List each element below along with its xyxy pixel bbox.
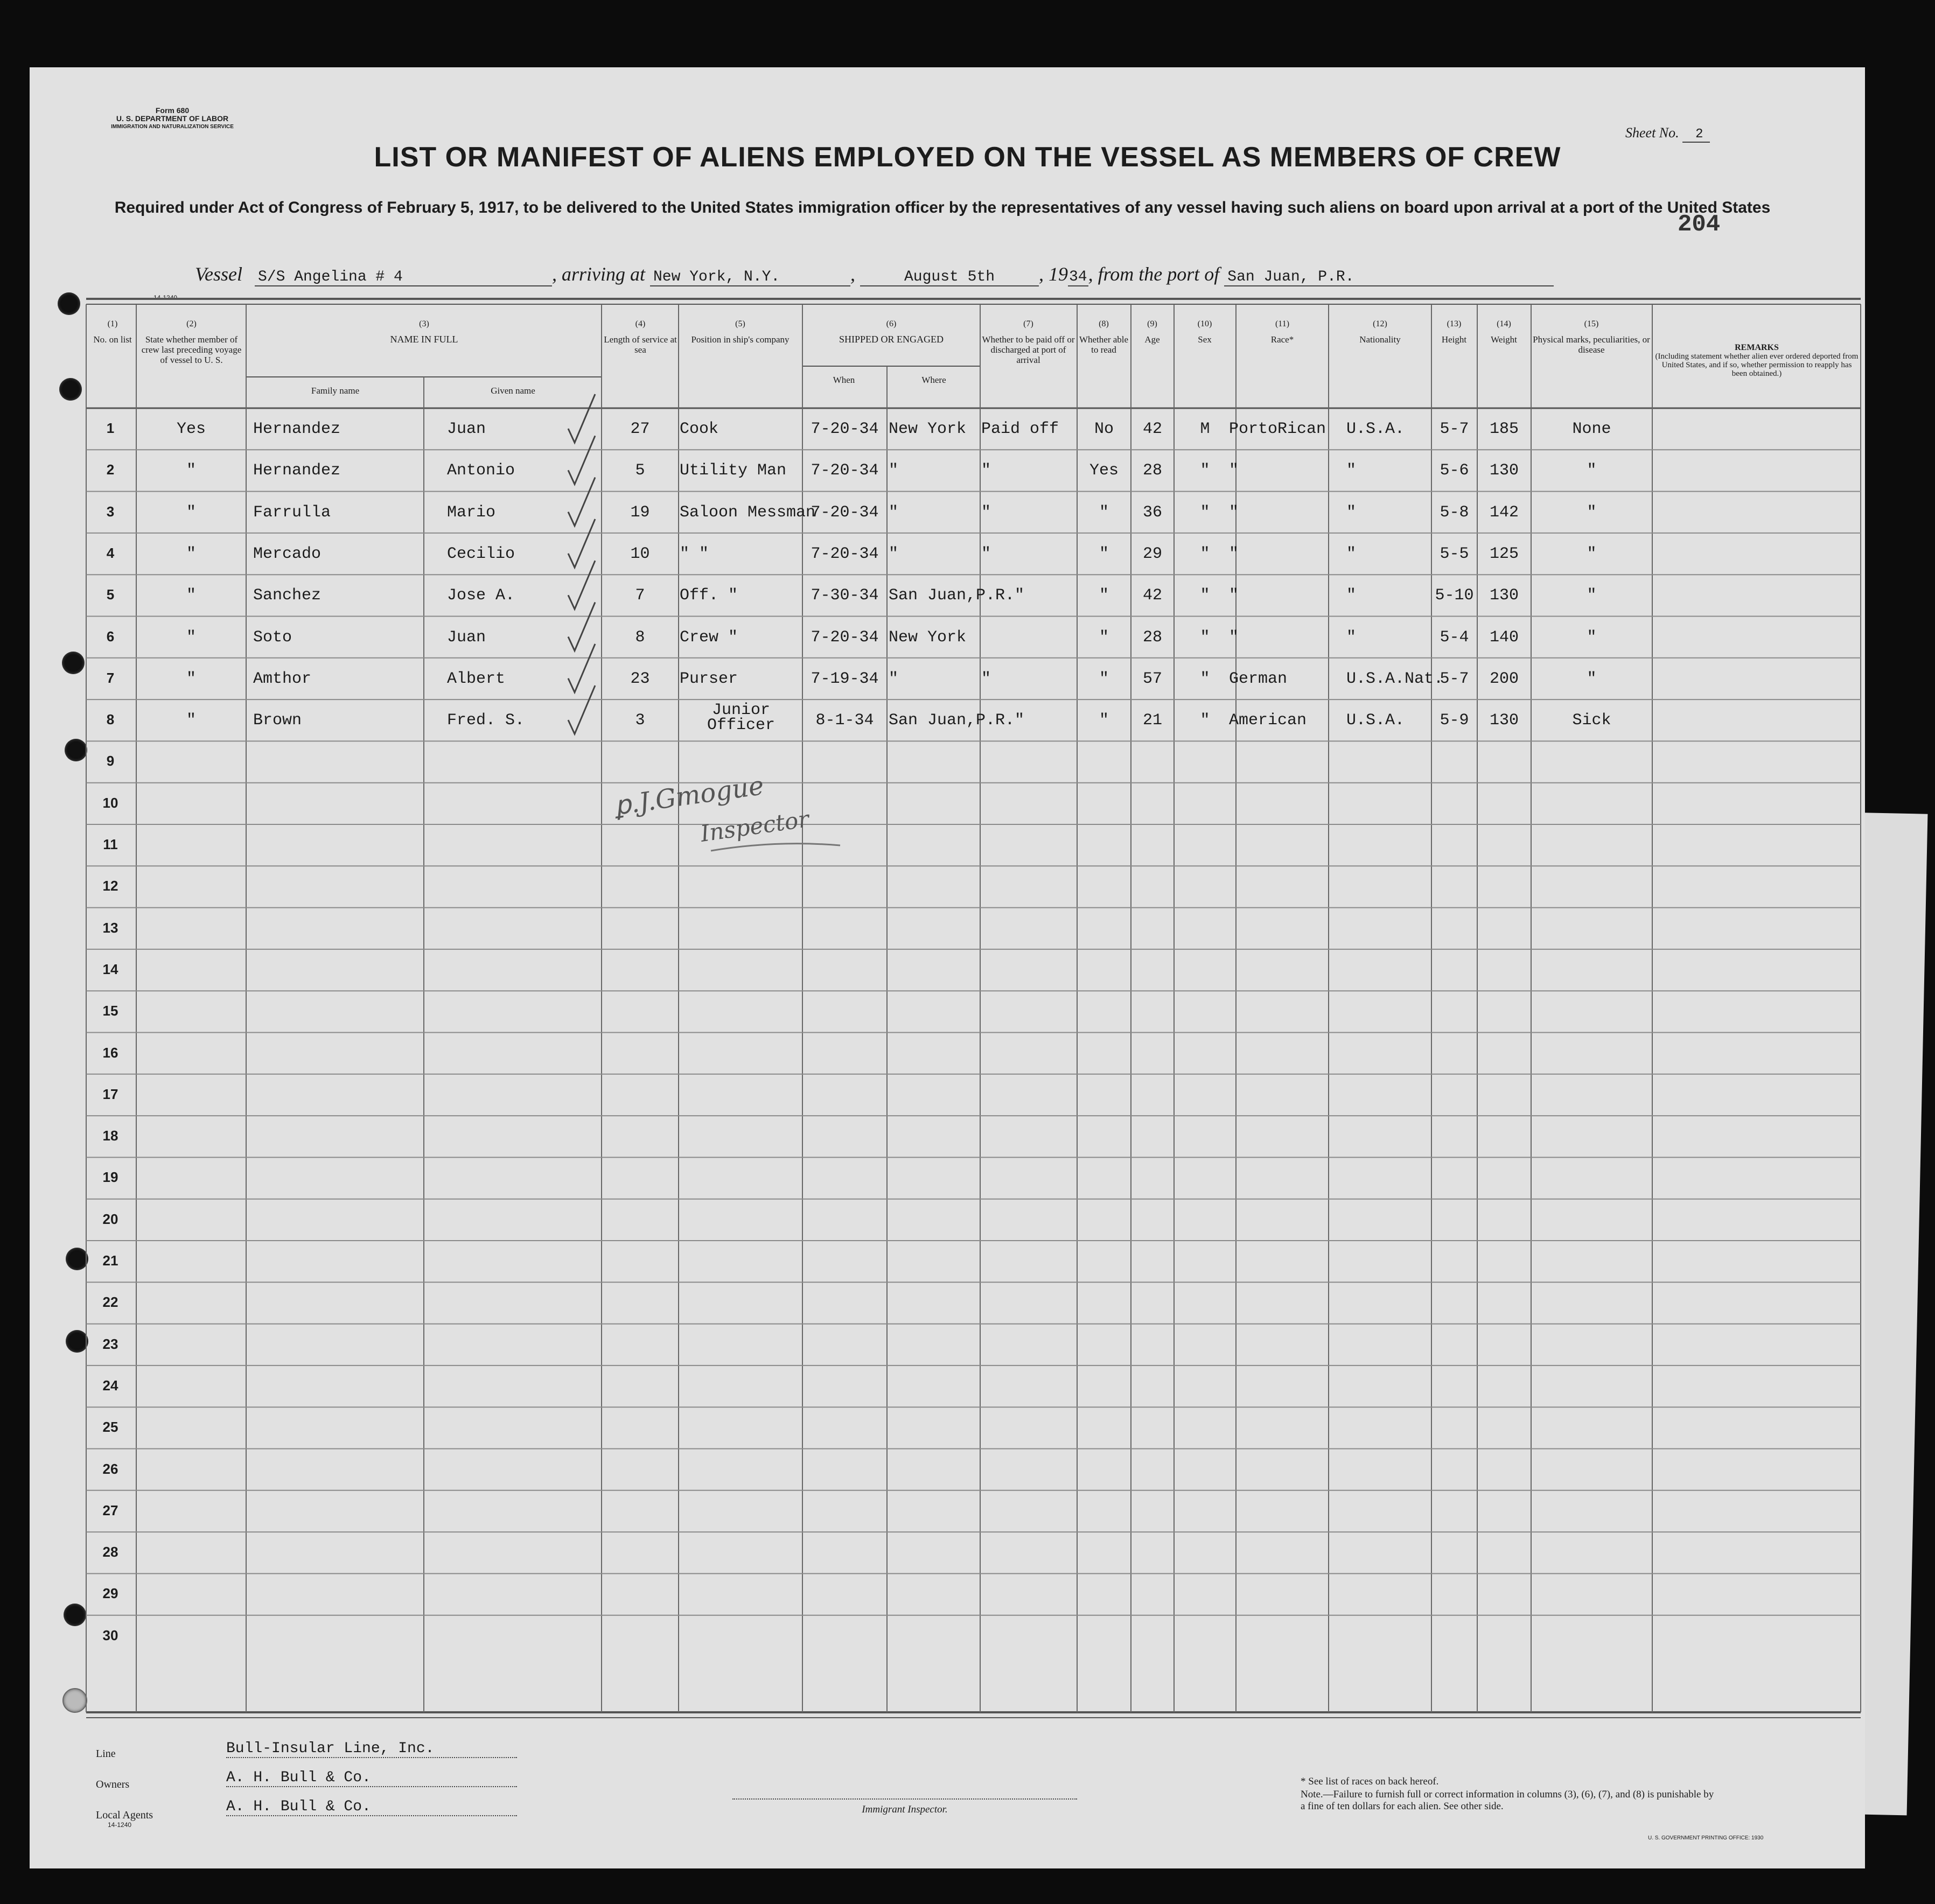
crew-when-cell: 7-20-34 bbox=[811, 420, 879, 438]
crew-sex-cell: " bbox=[1200, 711, 1210, 730]
crew-when-cell: 7-19-34 bbox=[811, 669, 879, 688]
crew-position-cell: Cook bbox=[680, 420, 719, 438]
crew-member-cell: " bbox=[186, 586, 196, 605]
crew-read-cell: " bbox=[1099, 544, 1109, 563]
row-number: 13 bbox=[102, 919, 118, 936]
row-number: 22 bbox=[102, 1294, 118, 1311]
crew-member-cell: " bbox=[186, 711, 196, 730]
crew-marks-cell: " bbox=[1587, 669, 1597, 688]
crew-age-cell: 42 bbox=[1142, 420, 1162, 438]
col-4-label: Length of service at sea bbox=[604, 334, 677, 355]
col-1-number: (1) bbox=[107, 319, 118, 328]
crew-paid-cell: " bbox=[981, 461, 991, 480]
crew-nationality-cell: U.S.A.Nat. bbox=[1346, 669, 1444, 688]
crew-weight-cell: 140 bbox=[1489, 628, 1519, 647]
row-number: 14 bbox=[102, 961, 118, 977]
agents-label: Local Agents bbox=[96, 1809, 153, 1821]
crew-family-cell: Farrulla bbox=[253, 503, 331, 522]
line-label: Line bbox=[96, 1748, 116, 1760]
crew-given-cell: Juan bbox=[447, 628, 486, 647]
departure-port: San Juan, P.R. bbox=[1224, 269, 1554, 286]
crew-height-cell: 5-9 bbox=[1440, 711, 1469, 730]
row-number: 1 bbox=[106, 420, 115, 436]
col-15-label: Physical marks, peculiarities, or disease bbox=[1533, 334, 1650, 355]
crew-sex-cell: M bbox=[1200, 420, 1210, 438]
crew-race-cell: " bbox=[1229, 503, 1239, 522]
form-identifier bbox=[86, 107, 259, 131]
crew-paid-cell: Paid off bbox=[981, 420, 1059, 438]
col-15-header bbox=[1532, 319, 1651, 355]
crew-weight-cell: 130 bbox=[1489, 586, 1519, 605]
binder-hole bbox=[66, 1248, 88, 1270]
form-number: Form 680 bbox=[155, 106, 190, 115]
crew-race-cell: American bbox=[1229, 711, 1307, 730]
crew-where-cell: New York bbox=[889, 628, 967, 647]
row-number: 28 bbox=[102, 1544, 118, 1560]
crew-height-cell: 5-7 bbox=[1440, 420, 1469, 438]
row-number: 25 bbox=[102, 1419, 118, 1436]
vessel-label: Vessel bbox=[195, 263, 242, 285]
col-10-label: Sex bbox=[1198, 334, 1212, 345]
crew-where-cell: " bbox=[889, 503, 899, 522]
crew-when-cell: 7-20-34 bbox=[811, 628, 879, 647]
owners-label: Owners bbox=[96, 1779, 130, 1790]
crew-nationality-cell: " bbox=[1346, 503, 1357, 522]
col-5-label: Position in ship's company bbox=[691, 334, 790, 345]
row-number: 6 bbox=[106, 628, 115, 645]
col-4-header bbox=[603, 319, 677, 355]
crew-race-cell: " bbox=[1229, 586, 1239, 605]
row-number: 30 bbox=[102, 1627, 118, 1643]
col-3-number: (3) bbox=[419, 319, 429, 328]
crew-read-cell: Yes bbox=[1089, 461, 1119, 480]
crew-read-cell: " bbox=[1099, 669, 1109, 688]
col-2-number: (2) bbox=[186, 319, 197, 328]
crew-marks-cell: None bbox=[1572, 420, 1611, 438]
crew-race-cell: " bbox=[1229, 461, 1239, 480]
footer-line-row bbox=[96, 1748, 116, 1760]
col-9-number: (9) bbox=[1147, 319, 1157, 328]
crew-given-cell: Mario bbox=[447, 503, 496, 522]
crew-height-cell: 5-7 bbox=[1440, 669, 1469, 688]
row-number: 27 bbox=[102, 1502, 118, 1518]
remarks-label: REMARKS bbox=[1735, 343, 1779, 352]
crew-read-cell: " bbox=[1099, 503, 1109, 522]
crew-sex-cell: " bbox=[1200, 503, 1210, 522]
crew-marks-cell: Sick bbox=[1572, 711, 1611, 730]
row-number: 2 bbox=[106, 461, 115, 478]
row-number: 24 bbox=[102, 1377, 118, 1394]
col-2-header bbox=[139, 319, 244, 365]
col-6-label: SHIPPED OR ENGAGED bbox=[839, 334, 944, 345]
col-6-where-subheader: Where bbox=[921, 375, 946, 385]
col-2-label: State whether member of crew last preceding voyage of vessel to U. S. bbox=[141, 334, 242, 365]
col-14-label: Weight bbox=[1491, 334, 1517, 345]
col-6-header bbox=[804, 319, 979, 345]
crew-race-cell: PortoRican bbox=[1229, 420, 1326, 438]
crew-where-cell: San Juan,P.R." bbox=[889, 586, 1025, 605]
crew-service-cell: 19 bbox=[630, 503, 650, 522]
arriving-label: , arriving at bbox=[551, 263, 645, 285]
penalty-note: Note.—Failure to furnish full or correct information in columns (3), (6), (7), and (8) is punishable by a fine of ten dollars for each alien. See other side. bbox=[1301, 1789, 1714, 1812]
crew-when-cell: 7-20-34 bbox=[811, 461, 879, 480]
crew-read-cell: " bbox=[1099, 711, 1109, 730]
crew-paid-cell: " bbox=[981, 544, 991, 563]
vessel-name: S/S Angelina # 4 bbox=[255, 269, 552, 286]
crew-service-cell: 10 bbox=[630, 544, 650, 563]
line-value: Bull-Insular Line, Inc. bbox=[226, 1740, 517, 1758]
form-code: 14-1240 bbox=[153, 294, 178, 302]
col-12-header bbox=[1330, 319, 1430, 345]
col-3-label: NAME IN FULL bbox=[390, 334, 458, 345]
crew-position-cell: Junior Officer bbox=[707, 701, 776, 735]
crew-paid-cell: " bbox=[981, 669, 991, 688]
binder-hole bbox=[64, 1604, 86, 1626]
crew-position-cell: Saloon Messman bbox=[680, 503, 816, 522]
crew-position-cell: Utility Man bbox=[680, 461, 787, 480]
binder-hole bbox=[58, 292, 80, 315]
crew-age-cell: 57 bbox=[1142, 669, 1162, 688]
crew-member-cell: " bbox=[186, 461, 196, 480]
crew-family-cell: Sanchez bbox=[253, 586, 322, 605]
col-11-header bbox=[1237, 319, 1328, 345]
col-9-header bbox=[1132, 319, 1172, 345]
col-8-header bbox=[1078, 319, 1129, 355]
row-number: 12 bbox=[102, 878, 118, 894]
sheet-number bbox=[1625, 125, 1710, 142]
crew-age-cell: 42 bbox=[1142, 586, 1162, 605]
crew-sex-cell: " bbox=[1200, 586, 1210, 605]
col-15-number: (15) bbox=[1584, 319, 1599, 328]
crew-service-cell: 3 bbox=[635, 711, 645, 730]
col-3-header bbox=[248, 319, 600, 345]
crew-marks-cell: " bbox=[1587, 461, 1597, 480]
col-5-header bbox=[680, 319, 801, 345]
crew-sex-cell: " bbox=[1200, 461, 1210, 480]
year-prefix: 19 bbox=[1049, 263, 1068, 285]
crew-weight-cell: 200 bbox=[1489, 669, 1519, 688]
crew-given-cell: Albert bbox=[447, 669, 506, 688]
row-number: 3 bbox=[106, 503, 115, 520]
crew-height-cell: 5-5 bbox=[1440, 544, 1469, 563]
col-3-family-subheader: Family name bbox=[311, 386, 360, 396]
crew-family-cell: Soto bbox=[253, 628, 292, 647]
crew-nationality-cell: " bbox=[1346, 461, 1357, 480]
binder-hole bbox=[66, 1330, 88, 1353]
crew-age-cell: 28 bbox=[1142, 461, 1162, 480]
printing-office: U. S. GOVERNMENT PRINTING OFFICE: 1930 bbox=[1648, 1835, 1764, 1841]
crew-given-cell: Cecilio bbox=[447, 544, 515, 563]
crew-age-cell: 21 bbox=[1142, 711, 1162, 730]
crew-paid-cell: " bbox=[981, 503, 991, 522]
crew-nationality-cell: U.S.A. bbox=[1346, 420, 1405, 438]
vessel-line: Vessel S/S Angelina # 4 , arriving at New York, N.Y. , August 5th , 1934, from the port of San Juan, P.R. bbox=[195, 263, 1554, 286]
race-note: * See list of races on back hereof. bbox=[1301, 1776, 1439, 1787]
crew-position-cell: Purser bbox=[680, 669, 738, 688]
crew-when-cell: 8-1-34 bbox=[815, 711, 874, 730]
col-14-header bbox=[1478, 319, 1529, 345]
page-stamp-number: 204 bbox=[1678, 211, 1721, 238]
crew-when-cell: 7-20-34 bbox=[811, 503, 879, 522]
remarks-header bbox=[1654, 344, 1859, 378]
agents-value: A. H. Bull & Co. bbox=[226, 1798, 517, 1816]
row-number: 11 bbox=[103, 836, 118, 852]
crew-height-cell: 5-8 bbox=[1440, 503, 1469, 522]
crew-nationality-cell: " bbox=[1346, 586, 1357, 605]
row-number: 9 bbox=[106, 753, 115, 769]
row-number: 21 bbox=[102, 1252, 118, 1269]
col-12-label: Nationality bbox=[1359, 334, 1401, 345]
crew-race-cell: " bbox=[1229, 544, 1239, 563]
crew-position-cell: Off. " bbox=[680, 586, 738, 605]
crew-where-cell: " bbox=[889, 461, 899, 480]
col-8-label: Whether able to read bbox=[1079, 334, 1129, 355]
col-11-number: (11) bbox=[1275, 319, 1290, 328]
sheet-number-value: 2 bbox=[1682, 127, 1709, 143]
col-5-number: (5) bbox=[735, 319, 745, 328]
crew-service-cell: 23 bbox=[630, 669, 650, 688]
crew-height-cell: 5-6 bbox=[1440, 461, 1469, 480]
owners-value: A. H. Bull & Co. bbox=[226, 1769, 517, 1787]
binder-hole bbox=[59, 378, 82, 401]
row-number: 5 bbox=[106, 586, 115, 603]
row-number: 17 bbox=[102, 1086, 118, 1102]
col-1-label: No. on list bbox=[93, 334, 132, 345]
row-number: 4 bbox=[106, 544, 115, 561]
col-12-number: (12) bbox=[1373, 319, 1387, 328]
crew-sex-cell: " bbox=[1200, 628, 1210, 647]
crew-member-cell: Yes bbox=[176, 420, 206, 438]
binder-hole bbox=[62, 652, 85, 674]
row-number: 26 bbox=[102, 1460, 118, 1477]
crew-member-cell: " bbox=[186, 628, 196, 647]
inspector-signature: ꝑ.J.Gmogue bbox=[612, 770, 766, 822]
crew-service-cell: 8 bbox=[635, 628, 645, 647]
crew-read-cell: " bbox=[1099, 586, 1109, 605]
form-code-footer: 14-1240 bbox=[108, 1821, 132, 1829]
crew-weight-cell: 185 bbox=[1489, 420, 1519, 438]
crew-age-cell: 36 bbox=[1142, 503, 1162, 522]
crew-read-cell: No bbox=[1094, 420, 1114, 438]
row-number: 15 bbox=[102, 1003, 118, 1019]
col-7-header bbox=[981, 319, 1075, 365]
crew-service-cell: 7 bbox=[635, 586, 645, 605]
crew-when-cell: 7-20-34 bbox=[811, 544, 879, 563]
crew-family-cell: Hernandez bbox=[253, 461, 341, 480]
row-number: 16 bbox=[102, 1044, 118, 1061]
row-number: 29 bbox=[102, 1585, 118, 1602]
crew-age-cell: 29 bbox=[1142, 544, 1162, 563]
crew-weight-cell: 142 bbox=[1489, 503, 1519, 522]
row-number: 7 bbox=[106, 669, 115, 686]
crew-given-cell: Jose A. bbox=[447, 586, 515, 605]
inspector-signature-line bbox=[732, 1798, 1077, 1800]
crew-family-cell: Brown bbox=[253, 711, 302, 730]
col-7-number: (7) bbox=[1023, 319, 1033, 328]
crew-height-cell: 5-4 bbox=[1440, 628, 1469, 647]
arrival-year: 34 bbox=[1069, 269, 1087, 285]
row-number: 23 bbox=[102, 1335, 118, 1352]
col-10-header bbox=[1175, 319, 1234, 345]
manifest-title: LIST OR MANIFEST OF ALIENS EMPLOYED ON THE VESSEL AS MEMBERS OF CREW bbox=[374, 142, 1561, 173]
crew-position-cell: Crew " bbox=[680, 628, 738, 647]
crew-family-cell: Hernandez bbox=[253, 420, 341, 438]
col-1-header bbox=[89, 319, 136, 345]
row-number: 19 bbox=[102, 1169, 118, 1186]
department-name: U. S. DEPARTMENT OF LABOR bbox=[116, 114, 229, 123]
crew-position-cell: " " bbox=[680, 544, 709, 563]
col-13-header bbox=[1433, 319, 1476, 345]
crew-where-cell: New York bbox=[889, 420, 967, 438]
crew-when-cell: 7-30-34 bbox=[811, 586, 879, 605]
crew-nationality-cell: " bbox=[1346, 628, 1357, 647]
crew-race-cell: " bbox=[1229, 628, 1239, 647]
crew-race-cell: German bbox=[1229, 669, 1288, 688]
row-number: 20 bbox=[102, 1210, 118, 1227]
crew-marks-cell: " bbox=[1587, 628, 1597, 647]
manifest-subtitle: Required under Act of Congress of February 5, 1917, to be delivered to the United States immigration officer by the representatives of any vessel having such aliens on board upon arrival at a port of the United States bbox=[114, 199, 1771, 216]
crew-weight-cell: 130 bbox=[1489, 461, 1519, 480]
from-port-label: , from the port of bbox=[1088, 263, 1220, 285]
col-14-number: (14) bbox=[1497, 319, 1511, 328]
inspector-signature-title: Inspector bbox=[698, 806, 811, 847]
crew-nationality-cell: U.S.A. bbox=[1346, 711, 1405, 730]
col-7-label: Whether to be paid off or discharged at port of arrival bbox=[982, 334, 1075, 365]
crew-sex-cell: " bbox=[1200, 669, 1210, 688]
col-4-number: (4) bbox=[635, 319, 646, 328]
crew-sex-cell: " bbox=[1200, 544, 1210, 563]
crew-member-cell: " bbox=[186, 669, 196, 688]
col-11-label: Race* bbox=[1270, 334, 1294, 345]
crew-read-cell: " bbox=[1099, 628, 1109, 647]
col-13-number: (13) bbox=[1447, 319, 1462, 328]
crew-where-cell: San Juan,P.R." bbox=[889, 711, 1025, 730]
crew-nationality-cell: " bbox=[1346, 544, 1357, 563]
crew-marks-cell: " bbox=[1587, 586, 1597, 605]
col-8-number: (8) bbox=[1099, 319, 1109, 328]
service-name: IMMIGRATION AND NATURALIZATION SERVICE bbox=[111, 124, 234, 130]
arrival-date: August 5th bbox=[860, 269, 1039, 286]
crew-given-cell: Antonio bbox=[447, 461, 515, 480]
crew-height-cell: 5-10 bbox=[1435, 586, 1474, 605]
crew-family-cell: Amthor bbox=[253, 669, 312, 688]
inspector-label: Immigrant Inspector. bbox=[862, 1804, 948, 1815]
col-9-label: Age bbox=[1144, 334, 1160, 345]
crew-weight-cell: 125 bbox=[1489, 544, 1519, 563]
col-6-number: (6) bbox=[886, 319, 897, 328]
crew-service-cell: 27 bbox=[630, 420, 650, 438]
crew-where-cell: " bbox=[889, 669, 899, 688]
remarks-note: (Including statement whether alien ever ordered deported from United States, and if so, whether permission to reapply has been obtained.) bbox=[1655, 352, 1859, 378]
arrival-port: New York, N.Y. bbox=[650, 269, 850, 286]
crew-service-cell: 5 bbox=[635, 461, 645, 480]
col-3-given-subheader: Given name bbox=[491, 386, 535, 396]
crew-given-cell: Juan bbox=[447, 420, 486, 438]
crew-member-cell: " bbox=[186, 544, 196, 563]
crew-family-cell: Mercado bbox=[253, 544, 322, 563]
crew-age-cell: 28 bbox=[1142, 628, 1162, 647]
crew-weight-cell: 130 bbox=[1489, 711, 1519, 730]
row-number: 10 bbox=[102, 794, 118, 811]
crew-marks-cell: " bbox=[1587, 503, 1597, 522]
col-13-label: Height bbox=[1441, 334, 1467, 345]
binder-hole bbox=[62, 1688, 87, 1713]
binder-hole bbox=[65, 739, 87, 761]
col-6-when-subheader: When bbox=[833, 375, 855, 385]
crew-member-cell: " bbox=[186, 503, 196, 522]
row-number: 18 bbox=[102, 1128, 118, 1144]
sheet-number-label: Sheet No. bbox=[1625, 125, 1679, 141]
row-number: 8 bbox=[106, 711, 115, 728]
col-10-number: (10) bbox=[1197, 319, 1212, 328]
crew-marks-cell: " bbox=[1587, 544, 1597, 563]
crew-where-cell: " bbox=[889, 544, 899, 563]
crew-given-cell: Fred. S. bbox=[447, 711, 525, 730]
